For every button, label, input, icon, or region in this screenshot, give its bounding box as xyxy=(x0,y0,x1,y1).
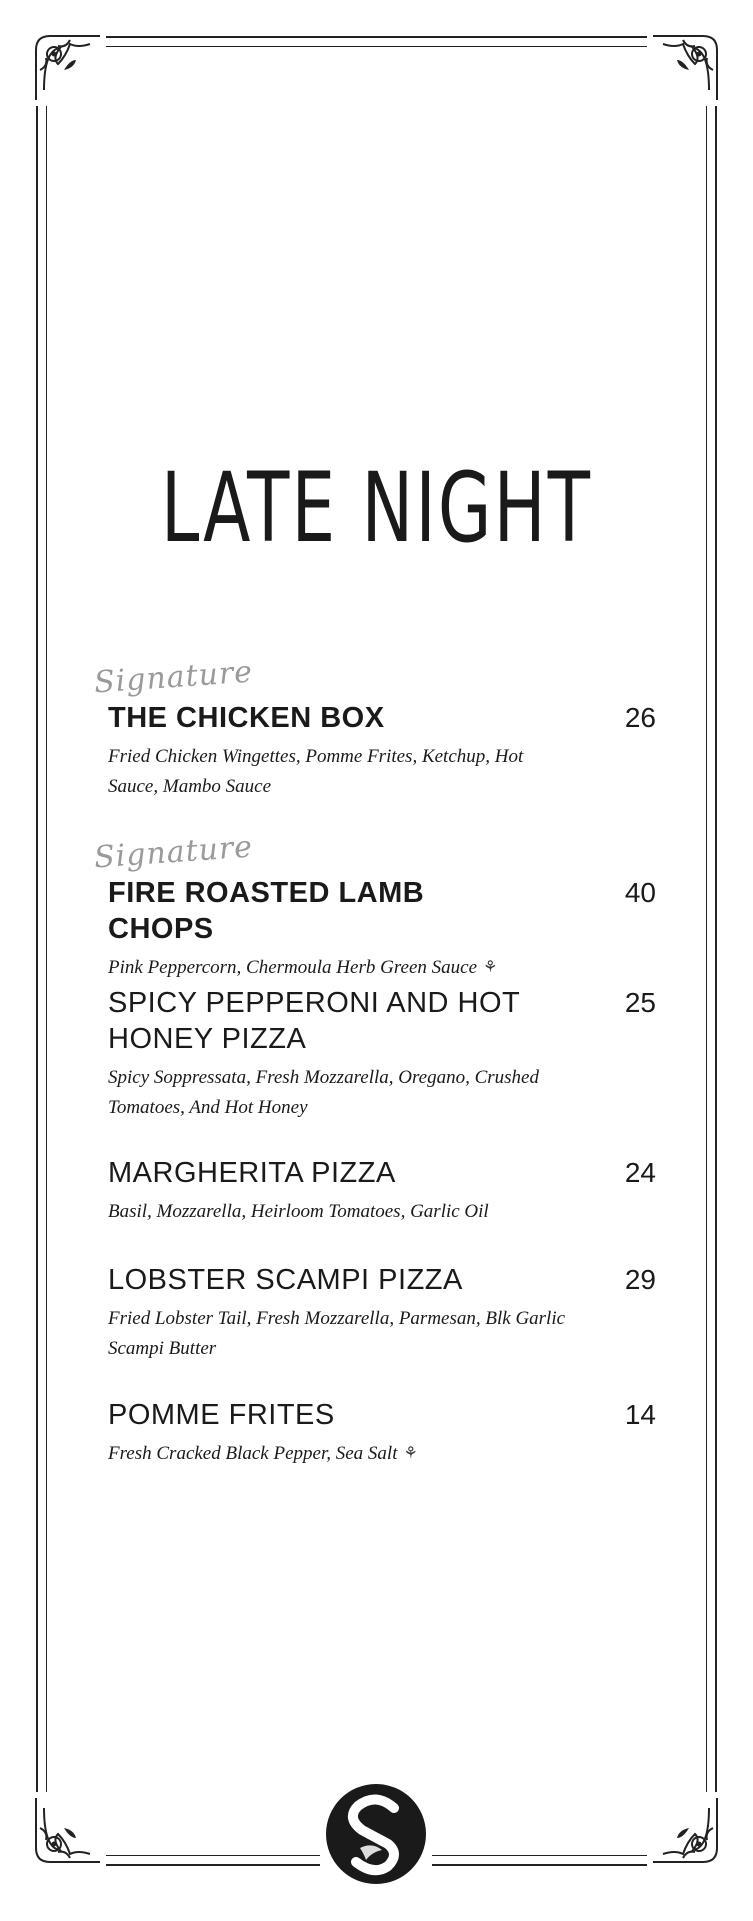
menu-item-price: 14 xyxy=(624,1399,656,1430)
menu-item xyxy=(108,1155,656,1227)
swan-s-logo-icon xyxy=(320,1778,432,1890)
menu-item-description: Basil, Mozzarella, Heirloom Tomatoes, Garlic Oil xyxy=(108,1201,489,1222)
menu-item-price: 40 xyxy=(624,877,656,908)
menu-item xyxy=(92,829,656,983)
corner-flourish-icon xyxy=(30,30,106,106)
menu-item-description-row xyxy=(108,1439,578,1469)
signature-tag: Signature xyxy=(92,654,255,701)
menu-item-description: Fried Chicken Wingettes, Pomme Frites, Ketchup, Hot Sauce, Mambo Sauce xyxy=(108,746,524,797)
menu-item-price: 26 xyxy=(624,702,656,733)
menu-item-price: 29 xyxy=(624,1264,656,1295)
menu-item-description: Fried Lobster Tail, Fresh Mozzarella, Parmesan, Blk Garlic Scampi Butter xyxy=(108,1308,566,1359)
signature-tag: Signature xyxy=(92,829,255,876)
menu-item-name: THE CHICKEN BOX xyxy=(108,702,385,734)
corner-flourish-icon xyxy=(30,1792,106,1868)
menu-item-description-row xyxy=(108,953,578,983)
menu-item xyxy=(108,985,656,1123)
menu-item-price: 24 xyxy=(624,1157,656,1188)
menu-item-name: FIRE ROASTED LAMB CHOPS xyxy=(108,877,425,945)
gluten-free-wheat-icon: ⚘ xyxy=(403,1445,418,1462)
gluten-free-wheat-icon: ⚘ xyxy=(483,959,498,976)
menu-item-name: LOBSTER SCAMPI PIZZA xyxy=(108,1264,463,1296)
menu-title: LATE NIGHT xyxy=(160,452,593,564)
menu-item xyxy=(108,1262,656,1364)
corner-flourish-icon xyxy=(647,1792,723,1868)
menu-item-name: MARGHERITA PIZZA xyxy=(108,1157,396,1189)
corner-flourish-icon xyxy=(647,30,723,106)
menu-item-name: SPICY PEPPERONI AND HOT HONEY PIZZA xyxy=(108,987,520,1055)
menu-item-description: Spicy Soppressata, Fresh Mozzarella, Oregano, Crushed Tomatoes, And Hot Honey xyxy=(108,1067,539,1118)
menu-item-description: Pink Peppercorn, Chermoula Herb Green Sauce xyxy=(108,957,477,978)
menu-item-price: 25 xyxy=(624,987,656,1018)
menu-item xyxy=(108,1397,656,1469)
menu-item-name: POMME FRITES xyxy=(108,1399,335,1431)
menu-item-description: Fresh Cracked Black Pepper, Sea Salt xyxy=(108,1443,398,1464)
menu-item xyxy=(92,654,656,802)
